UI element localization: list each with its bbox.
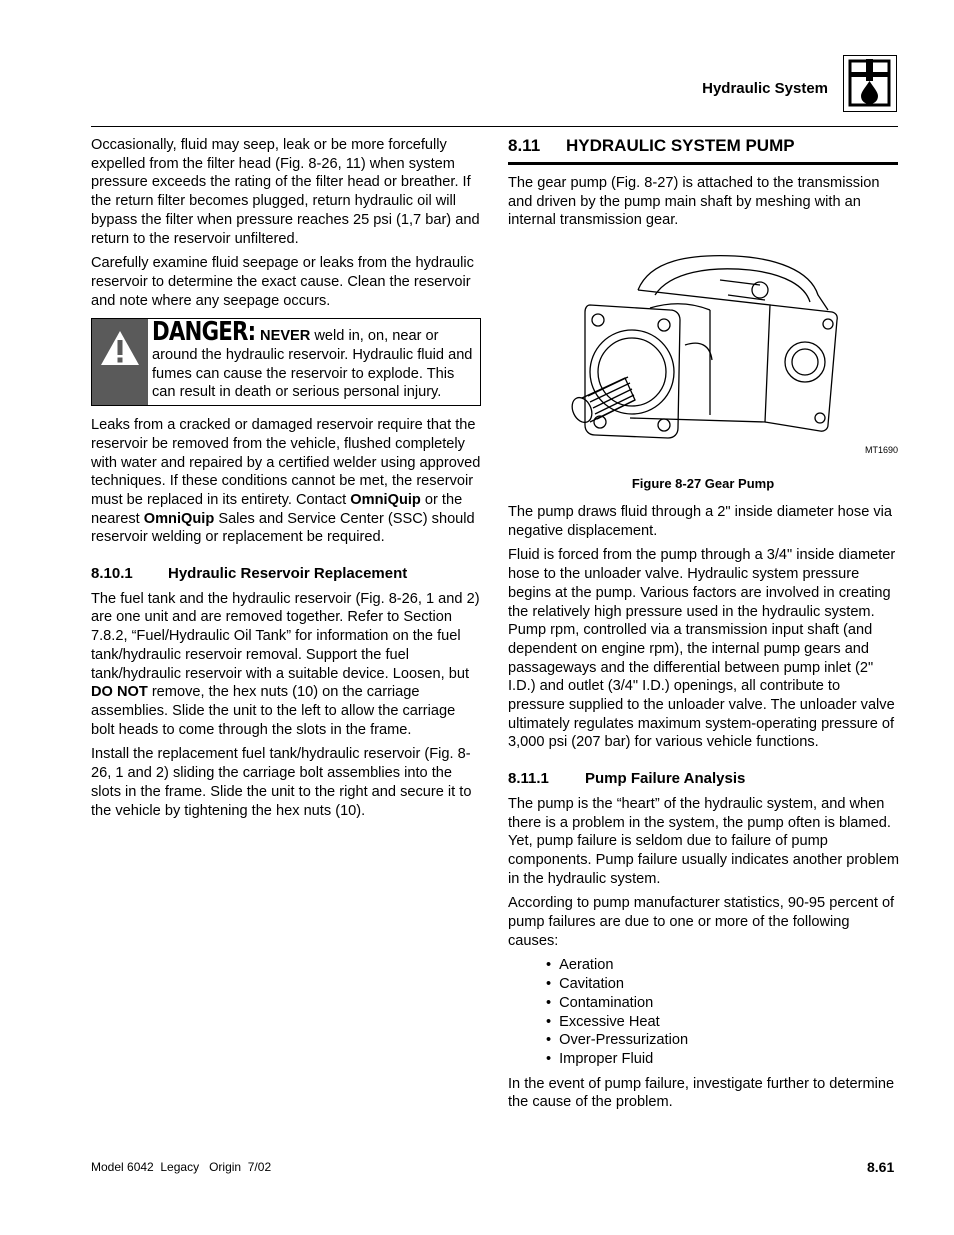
paragraph: In the event of pump failure, investigate further to determine the cause of the problem. — [508, 1075, 895, 1111]
brand: OmniQuip — [350, 491, 421, 508]
paragraph: Occasionally, fluid may seep, leak or be more forcefully expelled from the filter head (Fig. 8-26, 11) when system pressure exceeds the rating of the filter head or breather. If the return filter becomes plugged, return hydraulic oil will bypass the filter when pressure reaches 25 psi (1,7 bar) and return to the reservoir unfiltered. — [91, 137, 480, 247]
text: Leaks from a cracked or damaged reservoir require that the reservoir be removed from the vehicle, flushed completely with water and repaired by a certified welder using approved techniques. If these conditions cannot be met, the reservoir must be replaced in its entirety. Contact — [91, 417, 481, 508]
text: The fuel tank and the hydraulic reservoir (Fig. 8-26, 1 and 2) are one unit and are removed together. Refer to Section 7.8.2, “Fuel/Hydraulic Oil Tank” for information on the fuel tank/hydraulic reservoir removal. Support the fuel tank/hydraulic reservoir with a suitable device. Loosen, but — [91, 590, 480, 682]
list-item: • Over-Pressurization — [546, 1031, 900, 1050]
right-column-bottom — [508, 503, 900, 1118]
gear-pump-figure — [560, 250, 850, 460]
section-rule — [508, 162, 898, 165]
paragraph: Fluid is forced from the pump through a 3/4" inside diameter hose to the unloader valve. Hydraulic system pressure begins at the pump. Various factors are involved in creating the relatively high pressure used in the hydraulic system. Pump rpm, controlled via a transmission input shaft (and dependent on engine rpm), the internal pump gears and passageways and the differential between pump inlet (2" I.D.) and outlet (3/4" I.D.) openings, all contribute to pressure supplied to the unloader valve. The unloader valve ultimately regulates maximum system-operating pressure of 3,000 psi (207 bar) for various vehicle functions. — [508, 547, 896, 751]
danger-body — [148, 319, 480, 405]
figure-code: MT1690 — [865, 445, 899, 455]
paragraph: The pump draws fluid through a 2" inside diameter hose via negative displacement. — [508, 504, 893, 539]
hydraulic-system-icon — [843, 55, 897, 112]
danger-notice — [91, 318, 481, 406]
subsection-title: Pump Failure Analysis — [585, 770, 746, 788]
paragraph: Install the replacement fuel tank/hydraulic reservoir (Fig. 8-26, 1 and 2) sliding the carriage bolt assemblies into the slots in the frame. Slide the unit to the right and secure it to the vehicle by tightening the hex nuts (10). — [91, 746, 472, 819]
paragraph: Carefully examine fluid seepage or leaks from the hydraulic reservoir to determine the exact cause. Clean the reservoir and note where any seepage occurs. — [91, 255, 474, 309]
section-number: 8.11 — [508, 136, 541, 155]
footer-model-info: Model 6042 Legacy Origin 7/02 — [91, 1160, 272, 1174]
left-column — [91, 136, 481, 826]
danger-emphasis: NEVER — [260, 328, 311, 345]
subsection-heading — [508, 770, 900, 789]
danger-sidebar — [92, 319, 148, 405]
paragraph: The gear pump (Fig. 8-27) is attached to the transmission and driven by the pump main shaft by meshing with an internal transmission gear. — [508, 175, 880, 229]
causes-list — [508, 956, 900, 1068]
subsection-heading — [91, 565, 481, 584]
danger-text: weld in, on, near or around the hydraulic reservoir. Hydraulic fluid and fumes can cause the reservoir to explode. This can result in death or serious personal injury. — [152, 328, 473, 401]
list-item: • Improper Fluid — [546, 1050, 900, 1069]
paragraph — [91, 416, 481, 547]
list-item: • Excessive Heat — [546, 1013, 900, 1032]
subsection-title: Hydraulic Reservoir Replacement — [168, 565, 408, 583]
text: or the nearest — [91, 491, 463, 527]
figure-caption: Figure 8-27 Gear Pump — [631, 476, 775, 491]
text: remove, the hex nuts (10) on the carriage assemblies. Slide the unit to the left to allow the carriage bolt heads to come through the slots in the frame. — [91, 684, 456, 738]
paragraph: The pump is the “heart” of the hydraulic system, and when there is a problem in the system, the pump often is blamed. Yet, pump failure is seldom due to failure of pump components. Pump failure usually indicates another problem in the hydraulic system. — [508, 795, 900, 887]
paragraph: According to pump manufacturer statistics, 90-95 percent of pump failures are due to one or more of the following causes: — [508, 895, 895, 949]
list-item: • Contamination — [546, 994, 900, 1013]
section-title: HYDRAULIC SYSTEM PUMP — [566, 136, 795, 155]
section-header-title: Hydraulic System — [702, 80, 828, 97]
subsection-number: 8.10.1 — [91, 565, 133, 583]
text: Sales and Service Center (SSC) should reservoir welding or replacement be required. — [91, 510, 475, 546]
danger-label: DANGER: — [152, 317, 256, 348]
list-item: • Aeration — [546, 956, 900, 975]
paragraph — [91, 590, 481, 740]
warning-exclamation-icon — [92, 323, 148, 383]
emphasis: DO NOT — [91, 684, 148, 701]
brand: OmniQuip — [143, 510, 215, 527]
right-column-top — [508, 174, 898, 236]
list-item: • Cavitation — [546, 975, 900, 994]
page-number: 8.61 — [867, 1159, 895, 1175]
header-rule — [91, 126, 898, 127]
subsection-number: 8.11.1 — [508, 770, 549, 788]
section-heading — [508, 136, 795, 156]
